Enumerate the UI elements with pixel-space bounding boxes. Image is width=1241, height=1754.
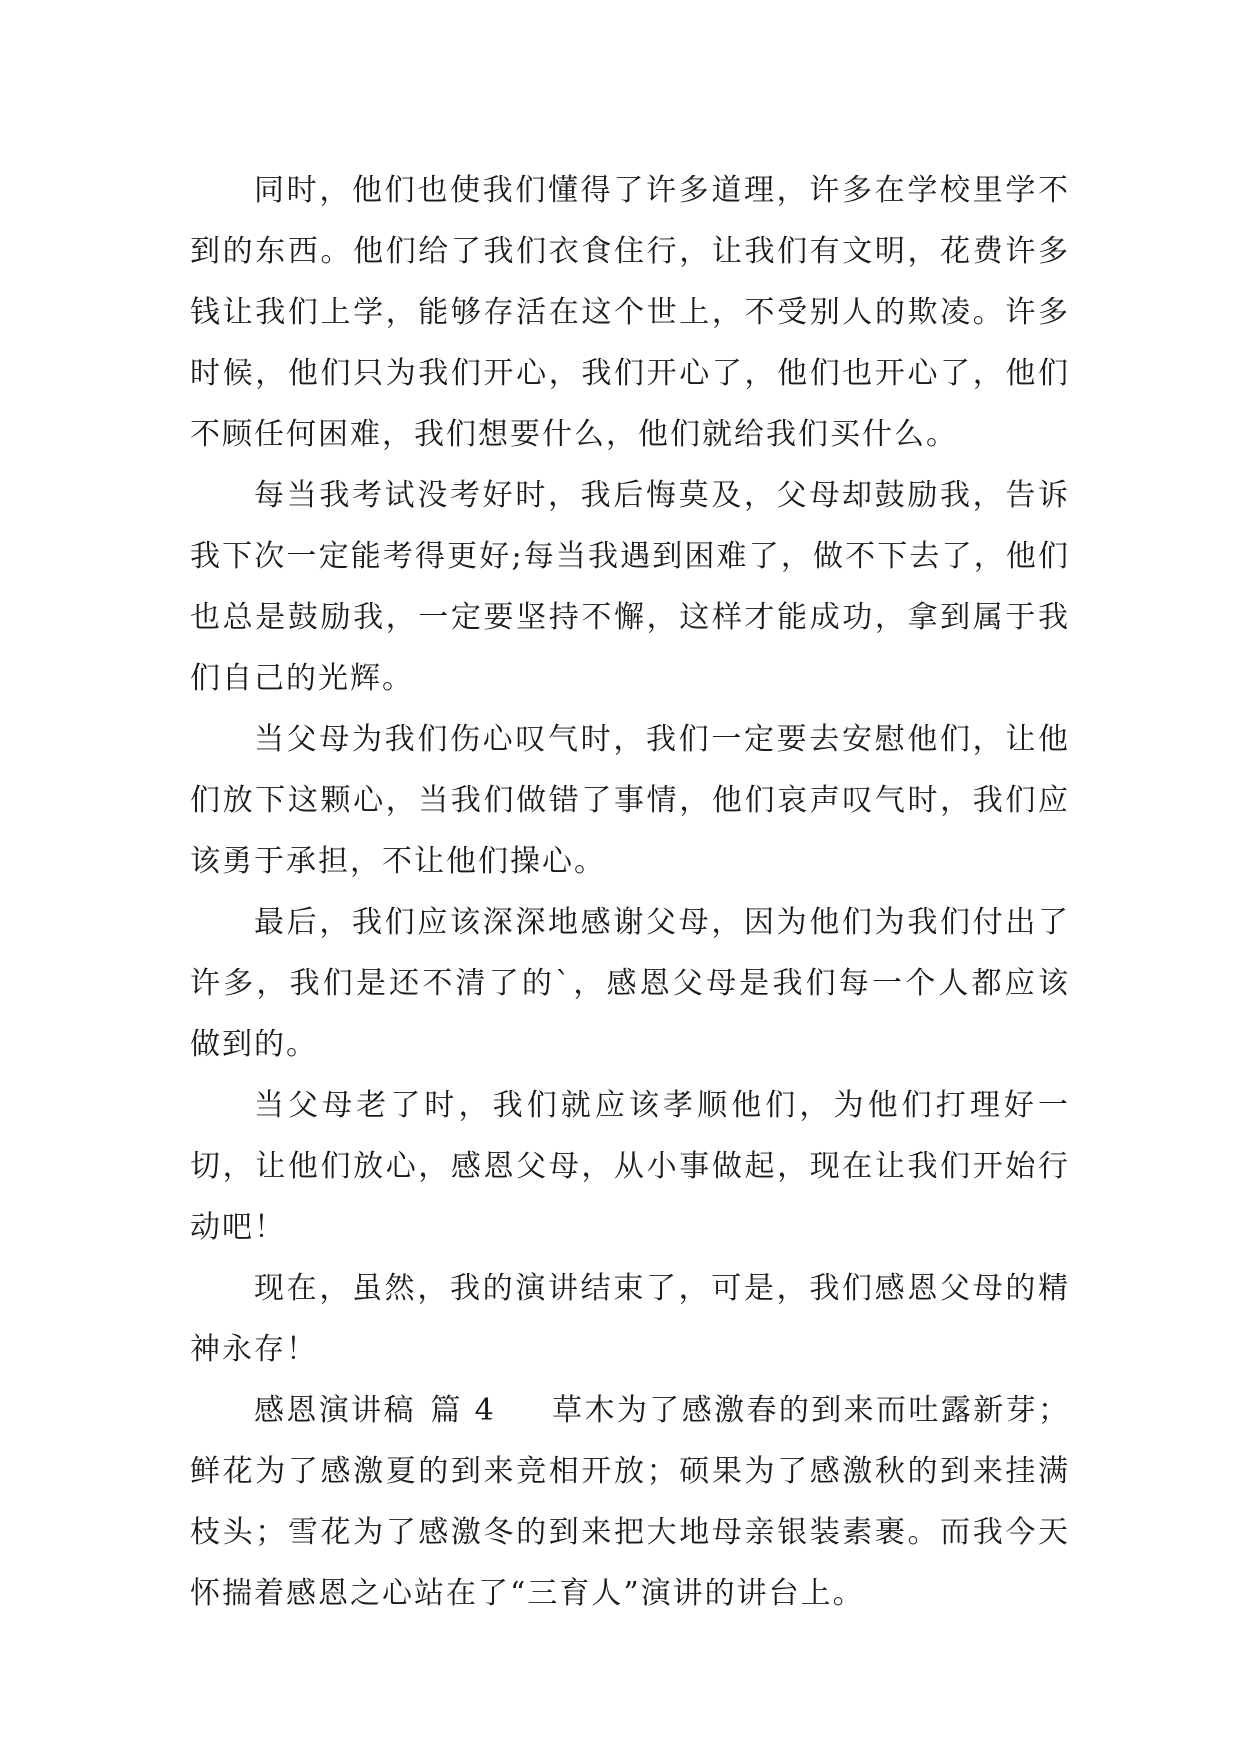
paragraph-5: 当父母老了时，我们就应该孝顺他们，为他们打理好一切，让他们放心，感恩父母，从小事做起，现在让我们开始行动吧！ xyxy=(190,1088,1070,1245)
section-title: 感恩演讲稿 xyxy=(254,1393,416,1428)
paragraph-3: 当父母为我们伤心叹气时，我们一定要去安慰他们，让他们放下这颗心，当我们做错了事情，他们哀声叹气时，我们应该勇于承担，不让他们操心。 xyxy=(190,722,1070,879)
section-number: 篇 4 xyxy=(429,1393,496,1428)
document-body xyxy=(190,160,1070,1624)
paragraph-2: 每当我考试没考好时，我后悔莫及，父母却鼓励我，告诉我下次一定能考得更好;每当我遇到困难了，做不下去了，他们也总是鼓励我，一定要坚持不懈，这样才能成功，拿到属于我们自己的光辉。 xyxy=(190,478,1070,696)
paragraph-4: 最后，我们应该深深地感谢父母，因为他们为我们付出了许多，我们是还不清了的`，感恩父母是我们每一个人都应该做到的。 xyxy=(190,905,1070,1062)
paragraph-1: 同时，他们也使我们懂得了许多道理，许多在学校里学不到的东西。他们给了我们衣食住行，让我们有文明，花费许多钱让我们上学，能够存活在这个世上，不受别人的欺凌。许多时候，他们只为我们开心，我们开心了，他们也开心了，他们不顾任何困难，我们想要什么，他们就给我们买什么。 xyxy=(190,173,1070,452)
section-text: 草木为了感激春的到来而吐露新芽；鲜花为了感激夏的到来竞相开放；硕果为了感激秋的到来挂满枝头；雪花为了感激冬的到来把大地母亲银装素裹。而我今天怀揣着感恩之心站在了“三育人”演讲的讲台上。 xyxy=(190,1393,1070,1611)
paragraph-6: 现在，虽然，我的演讲结束了，可是，我们感恩父母的精神永存！ xyxy=(190,1271,1070,1367)
section-paragraph xyxy=(190,1380,1070,1624)
